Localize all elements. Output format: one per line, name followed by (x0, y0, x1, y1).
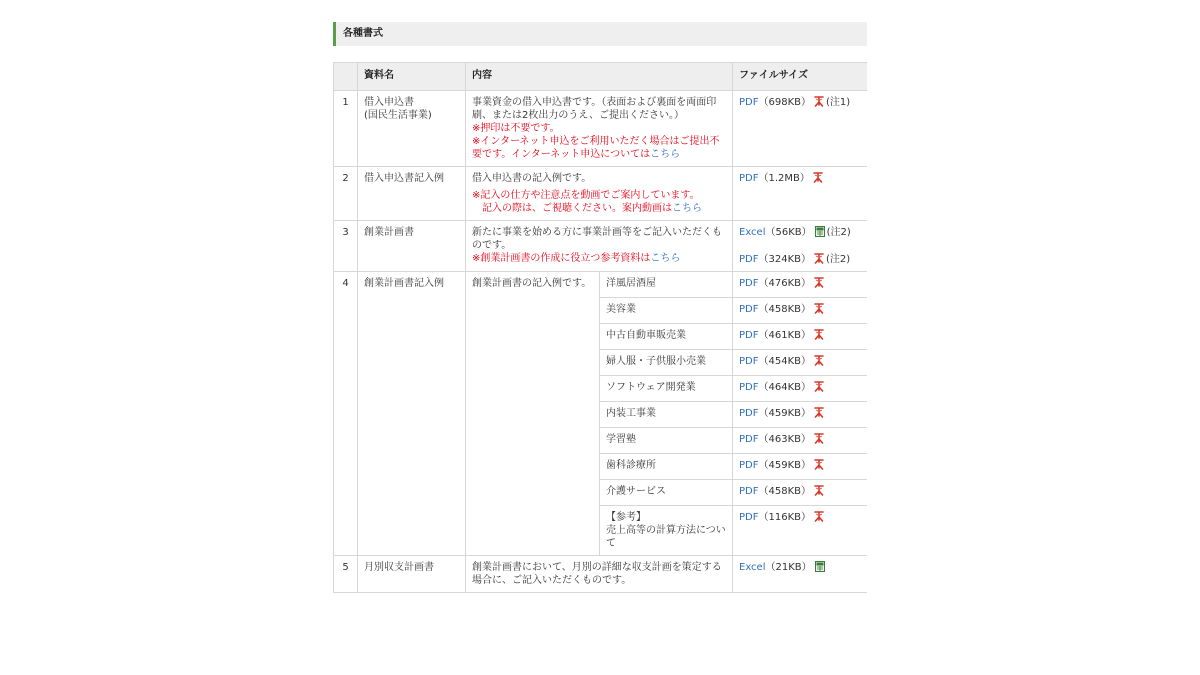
row-file (733, 221, 868, 272)
pdf-download-link[interactable]: PDF (739, 330, 759, 341)
row-name: 借入申込書記入例 (358, 167, 466, 221)
row-description: 創業計画書において、月別の詳細な収支計画を策定する場合に、ご記入いただくものです。 (466, 556, 733, 593)
row-number: 2 (334, 167, 358, 221)
warning-text: ※押印は不要です。 (472, 123, 560, 134)
row-description: 新たに事業を始める方に事業計画等をご記入いただくものです。 (472, 227, 722, 251)
row-file (733, 402, 868, 428)
pdf-download-link[interactable]: PDF (739, 408, 759, 419)
pdf-download-link[interactable]: PDF (739, 512, 759, 523)
warning-text (472, 252, 726, 265)
file-size: （464KB） (758, 382, 811, 393)
file-size: （459KB） (758, 408, 811, 419)
row-name-subline: (国民生活事業) (364, 110, 432, 121)
file-size: （21KB） (765, 562, 812, 573)
row-file (733, 556, 868, 593)
excel-icon (815, 226, 825, 237)
pdf-icon (814, 433, 824, 444)
file-size: （1.2MB） (758, 173, 810, 184)
warning-text-part: ※創業計画書の作成に役立つ参考資料は (472, 253, 651, 264)
file-note: (注2) (826, 254, 851, 265)
pdf-icon (813, 172, 823, 183)
row-number: 1 (334, 91, 358, 167)
reference-cell (600, 506, 733, 556)
pdf-icon (814, 303, 824, 314)
table-header-row (334, 63, 868, 91)
warning-text-part: 記入の際は、ご視聴ください。案内動画は (482, 203, 672, 214)
file-note: (注2) (826, 227, 851, 238)
excel-download-link[interactable]: Excel (739, 227, 766, 238)
row-file (733, 91, 868, 167)
header-content: 内容 (466, 63, 733, 91)
row-name: 月別収支計画書 (358, 556, 466, 593)
section-title: 各種書式 (333, 22, 867, 46)
pdf-icon (814, 511, 824, 522)
reference-text: 売上高等の計算方法について (606, 525, 726, 549)
pdf-icon (814, 277, 824, 288)
row-file (733, 298, 868, 324)
warning-text-part: ※インターネット申込をご利用いただく場合はご提出不要です。インターネット申込については (472, 136, 720, 160)
pdf-download-link[interactable]: PDF (739, 173, 759, 184)
file-size: （698KB） (758, 97, 811, 108)
table-row (334, 167, 868, 221)
guide-video-link[interactable]: こちら (672, 203, 702, 214)
row-name: 創業計画書記入例 (358, 272, 466, 556)
pdf-download-link[interactable]: PDF (739, 486, 759, 497)
row-name: 創業計画書 (358, 221, 466, 272)
example-category: 内装工事業 (600, 402, 733, 428)
row-name-line: 借入申込書 (364, 97, 414, 108)
row-description: 事業資金の借入申込書です。（表面および裏面を両面印刷、または2枚出力のうえ、ご提出ください。） (472, 97, 717, 121)
table-row (334, 272, 868, 298)
row-content (466, 167, 733, 221)
example-category: ソフトウェア開発業 (600, 376, 733, 402)
example-category: 美容業 (600, 298, 733, 324)
example-category: 介護サービス (600, 480, 733, 506)
pdf-download-link[interactable]: PDF (739, 434, 759, 445)
row-file (733, 376, 868, 402)
file-size: （458KB） (758, 304, 811, 315)
row-file (733, 167, 868, 221)
table-row (334, 556, 868, 593)
row-name (358, 91, 466, 167)
pdf-download-link[interactable]: PDF (739, 460, 759, 471)
pdf-download-link[interactable]: PDF (739, 382, 759, 393)
row-content (466, 221, 733, 272)
file-size: （458KB） (758, 486, 811, 497)
file-size: （461KB） (758, 330, 811, 341)
excel-icon (815, 561, 825, 572)
warning-text: ※記入の仕方や注意点を動画でご案内しています。 (472, 190, 700, 201)
example-category: 婦人服・子供服小売業 (600, 350, 733, 376)
pdf-download-link[interactable]: PDF (739, 254, 759, 265)
row-number: 4 (334, 272, 358, 556)
pdf-icon (814, 407, 824, 418)
file-size: （116KB） (758, 512, 811, 523)
warning-text (472, 202, 726, 215)
example-category: 学習塾 (600, 428, 733, 454)
reference-material-link[interactable]: こちら (650, 253, 681, 264)
file-size: （324KB） (758, 254, 811, 265)
example-category: 歯科診療所 (600, 454, 733, 480)
row-file (733, 324, 868, 350)
row-number: 3 (334, 221, 358, 272)
pdf-icon (814, 381, 824, 392)
pdf-download-link[interactable]: PDF (739, 278, 759, 289)
row-file (733, 480, 868, 506)
pdf-file-entry (739, 253, 861, 266)
pdf-icon (814, 253, 824, 264)
excel-download-link[interactable]: Excel (739, 562, 766, 573)
pdf-icon (814, 485, 824, 496)
header-number (334, 63, 358, 91)
file-size: （454KB） (758, 356, 811, 367)
row-description: 借入申込書の記入例です。 (472, 173, 592, 184)
example-category: 洋風居酒屋 (600, 272, 733, 298)
row-file (733, 454, 868, 480)
file-size: （459KB） (758, 460, 811, 471)
pdf-icon (814, 355, 824, 366)
row-file (733, 506, 868, 556)
pdf-icon (814, 459, 824, 470)
row-file (733, 428, 868, 454)
pdf-download-link[interactable]: PDF (739, 356, 759, 367)
pdf-download-link[interactable]: PDF (739, 97, 759, 108)
example-category: 中古自動車販売業 (600, 324, 733, 350)
row-file (733, 350, 868, 376)
reference-label: 【参考】 (606, 512, 646, 523)
row-file (733, 272, 868, 298)
file-size: （56KB） (765, 227, 812, 238)
header-filesize: ファイルサイズ (733, 63, 868, 91)
warning-text (472, 135, 726, 161)
row-description: 創業計画書の記入例です。 (466, 272, 600, 556)
internet-application-link[interactable]: こちら (650, 149, 681, 160)
pdf-download-link[interactable]: PDF (739, 304, 759, 315)
header-name: 資料名 (358, 63, 466, 91)
pdf-icon (814, 329, 824, 340)
forms-table (333, 62, 867, 593)
file-size: （463KB） (758, 434, 811, 445)
pdf-icon (814, 96, 824, 107)
row-number: 5 (334, 556, 358, 593)
excel-file-entry (739, 226, 861, 239)
forms-section (333, 22, 867, 622)
table-row (334, 221, 868, 272)
file-size: （476KB） (758, 278, 811, 289)
file-note: (注1) (826, 97, 851, 108)
table-row (334, 91, 868, 167)
row-content (466, 91, 733, 167)
